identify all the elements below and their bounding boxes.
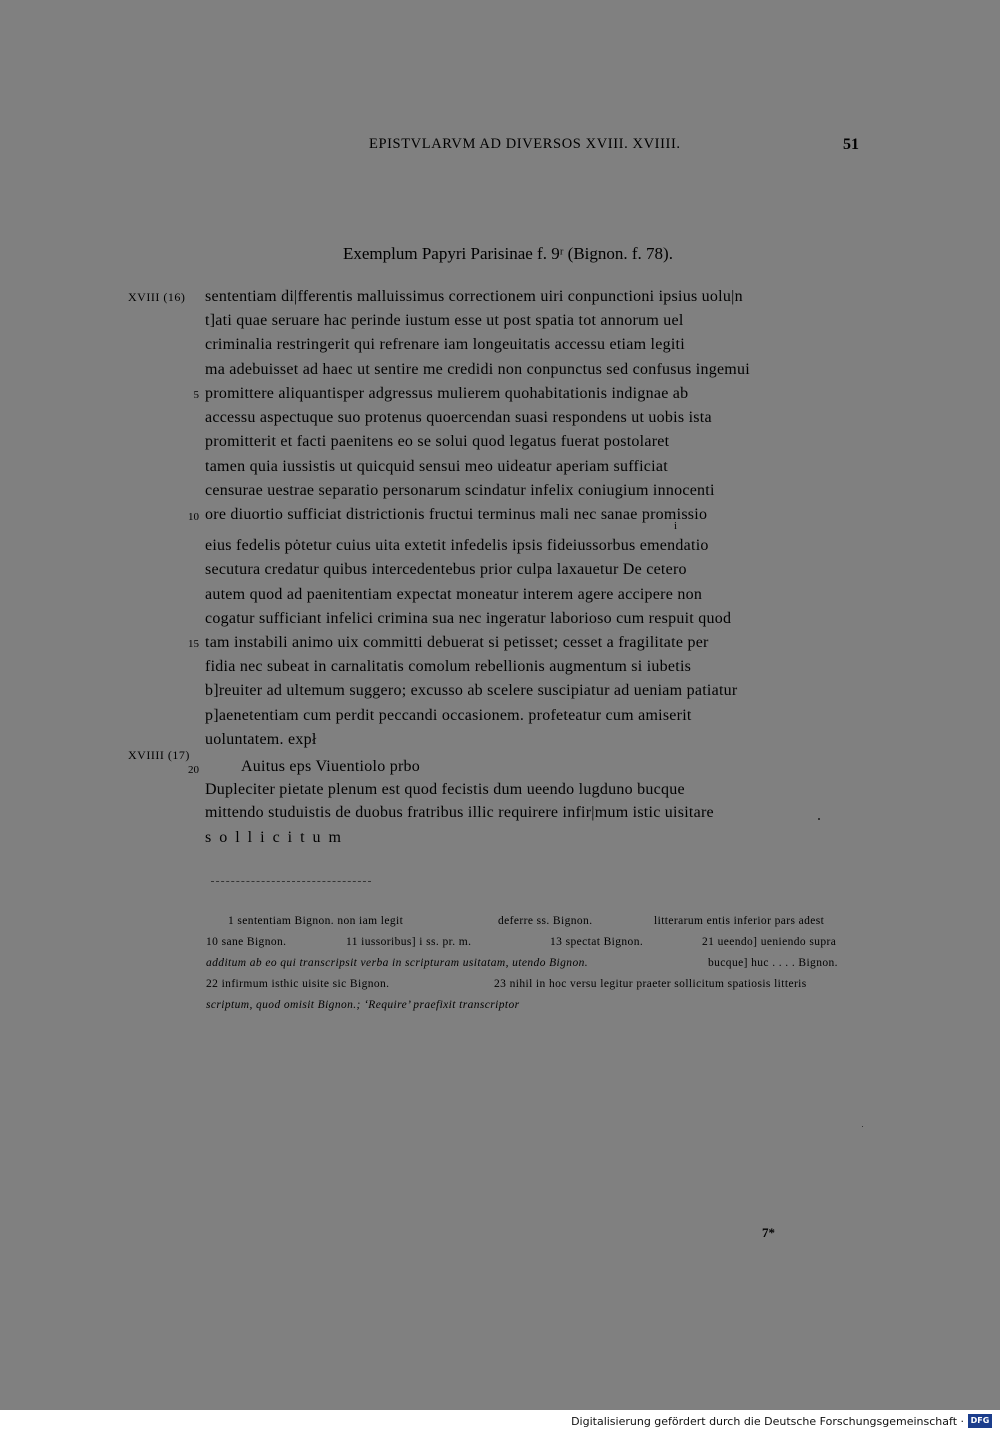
note: 13 spectat Bignon.	[550, 936, 644, 948]
text-line: p]aenetentiam cum perdit peccandi occasionem. profeteatur cum amiserit	[205, 707, 692, 724]
text-line: sententiam di|fferentis malluissimus correctionem uiri conpunctioni ipsius uolu|n	[205, 288, 743, 305]
note: 1 sententiam Bignon. non iam legit	[228, 915, 404, 927]
note: 23 nihil in hoc versu legitur praeter sollicitum spatiosis litteris	[494, 978, 807, 990]
text-line: fidia nec subeat in carnalitatis comolum rebellionis augmentum si iubetis	[205, 658, 692, 675]
note: additum ab eo qui transcripsit verba in scripturam usitatam, utendo Bignon.	[206, 957, 589, 969]
text-line: tam instabili animo uix committi debuerat si petisset; cesset a fragilitate per	[205, 634, 709, 651]
line-number-10: 10	[188, 511, 199, 523]
note: bucque] huc . . . . Bignon.	[708, 957, 838, 969]
text-line: cogatur sufficiant infelici crimina sua nec ingeratur laborioso cum respuit quod	[205, 610, 732, 627]
text-line: criminalia restringerit qui refrenare iam longeuitatis accessu etiam legiti	[205, 336, 685, 353]
text-line: s o l l i c i t u m	[205, 829, 343, 846]
text-line: accessu aspectuque suo protenus quoercendan suasi respondens ut uobis ista	[205, 409, 712, 426]
signature-mark: 7*	[762, 1225, 775, 1240]
text-line: uoluntatem. expł	[205, 731, 317, 748]
note: deferre ss. Bignon.	[498, 915, 593, 927]
digitization-footer	[0, 1410, 1000, 1434]
footnote-rule	[211, 881, 371, 882]
footer-credit: Digitalisierung gefördert durch die Deutsche Forschungsgemeinschaft ·	[571, 1415, 964, 1428]
text-line: tamen quia iussistis ut quicquid sensui meo uideatur aperiam sufficiat	[205, 458, 668, 475]
text-line: autem quod ad paenitentiam expectat moneatur interem agere accipere non	[205, 586, 703, 603]
margin-letter-ref-xviii: XVIII (16)	[128, 290, 186, 304]
text-line: ma adebuisset ad haec ut sentire me credidi non conpunctus sed confusus ingemui	[205, 361, 750, 378]
text-line: ore diuortio sufficiat districtionis fructui terminus mali nec sanae promissio	[205, 506, 708, 523]
letter-heading: Auitus eps Viuentiolo prbo	[241, 758, 421, 775]
text-line: eius fedelis pȯtetur cuius uita extetit infedelis ipsis fideiussorbus emendatio	[205, 537, 709, 554]
text-line: promitterit et facti paenitens eo se solui quod legatus fuerat postolaret	[205, 433, 670, 450]
note: 11 iussoribus] i ss. pr. m.	[346, 936, 472, 948]
note: 22 infirmum isthic uisite sic Bignon.	[206, 978, 390, 990]
note: 21 ueendo] ueniendo supra	[702, 936, 837, 948]
text-line: mittendo studuistis de duobus fratribus illic requirere infir|mum istic uisitare	[205, 804, 714, 821]
page-number: 51	[843, 136, 859, 153]
text-line: censurae uestrae separatio personarum scindatur infelix coniugium innocenti	[205, 482, 715, 499]
margin-letter-ref-xviiii: XVIIII (17)	[128, 748, 190, 762]
stray-mark	[862, 1126, 863, 1127]
dfg-logo: DFG	[968, 1414, 992, 1428]
note: scriptum, quod omisit Bignon.; ‘Require’ praefixit transcriptor	[206, 999, 520, 1011]
running-head: EPISTVLARVM AD DIVERSOS XVIII. XVIIII.	[369, 136, 681, 152]
stray-mark	[818, 818, 820, 820]
section-heading: Exemplum Papyri Parisinae f. 9ʳ (Bignon. f. 78).	[343, 244, 673, 263]
text-line: secutura credatur quibus intercedentebus prior culpa laxauetur De cetero	[205, 561, 687, 578]
superscript-correction: i	[674, 520, 678, 532]
line-number-15: 15	[188, 638, 199, 650]
text-line: promittere aliquantisper adgressus mulierem quohabitationis indignae ab	[205, 385, 689, 402]
text-line: t]ati quae seruare hac perinde iustum esse ut post spatia tot annorum uel	[205, 312, 684, 329]
note: litterarum entis inferior pars adest	[654, 915, 825, 927]
text-line: b]reuiter ad ultemum suggero; excusso ab scelere suscipiatur ad ueniam patiatur	[205, 682, 738, 699]
line-number-5: 5	[193, 389, 199, 401]
note: 10 sane Bignon.	[206, 936, 287, 948]
text-line: Dupleciter pietate plenum est quod fecistis dum ueendo lugduno bucque	[205, 781, 685, 798]
line-number-20: 20	[188, 764, 199, 776]
